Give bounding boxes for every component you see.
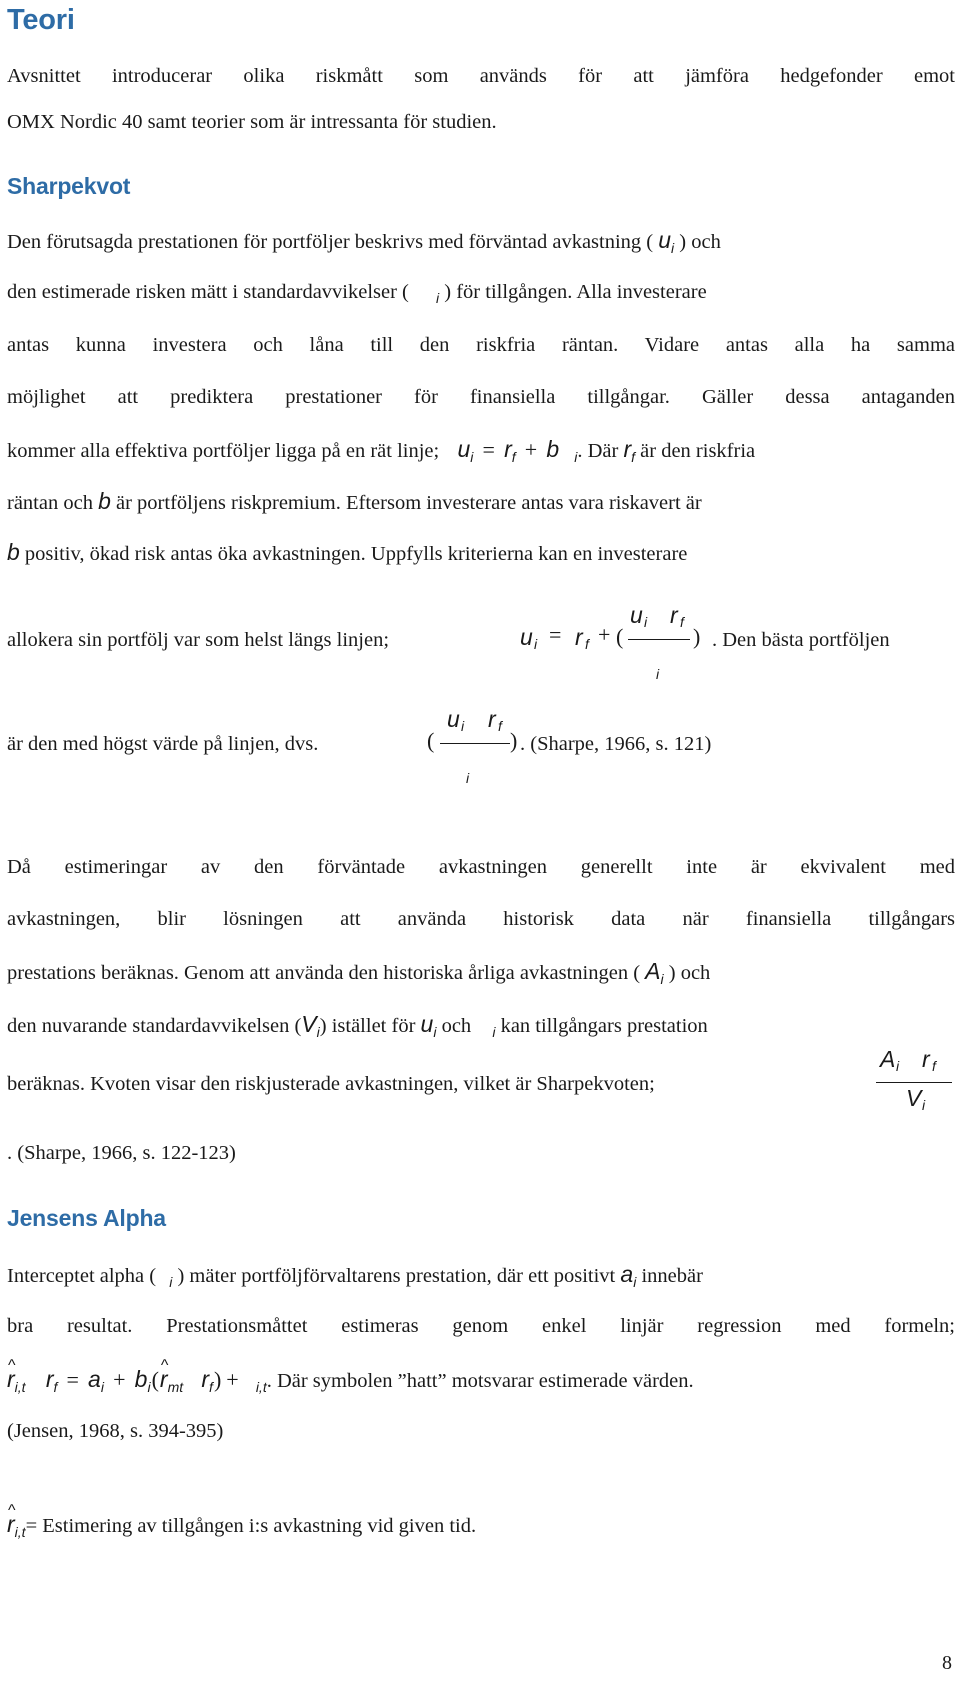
subscript-f: f xyxy=(932,1058,936,1074)
paren-open: ( xyxy=(427,728,435,753)
subscript-it: i,t xyxy=(14,1379,26,1395)
subscript-i: i xyxy=(574,449,578,465)
paren-open: ( xyxy=(151,1367,159,1392)
text: allokera sin portfölj var som helst längs linjen; xyxy=(7,629,390,651)
page-number: 8 xyxy=(942,1652,952,1674)
numerator-r: r xyxy=(922,1046,930,1072)
fraction-bar xyxy=(876,1082,952,1083)
text: Den förutsagda prestationen för portföljer beskrivs med förväntad avkastning ( xyxy=(7,231,654,253)
symbol-r: r xyxy=(201,1366,210,1392)
text: Interceptet alpha ( xyxy=(7,1265,157,1287)
sharpe-p2-line-3 xyxy=(7,957,955,988)
intro-line-2: OMX Nordic 40 samt teorier som är intressanta för studien. xyxy=(7,111,497,133)
subscript-i: i xyxy=(671,240,675,256)
sharpe-p2-line-1: Då estimeringar av den förväntade avkastningen generellt inte är ekvivalent med xyxy=(7,856,955,878)
symbol-r: r xyxy=(623,436,632,462)
numerator-A: A xyxy=(880,1046,896,1072)
denominator-V: V xyxy=(906,1085,922,1111)
symbol-b: b xyxy=(7,539,20,565)
fraction-bar xyxy=(440,743,510,744)
subscript-i: i xyxy=(492,1024,496,1040)
subscript-i: i xyxy=(433,1024,437,1040)
text: . Den bästa portföljen xyxy=(712,629,890,651)
subscript-f: f xyxy=(53,1379,58,1395)
text: prestations beräknas. Genom att använda den historiska årliga avkastningen ( xyxy=(7,962,641,984)
sharpe-line-5 xyxy=(7,435,955,466)
jensen-line-1 xyxy=(7,1260,955,1291)
subscript-f: f xyxy=(498,718,502,734)
text: räntan och xyxy=(7,492,93,514)
subscript-f: f xyxy=(585,636,589,652)
text: den nuvarande standardavvikelsen ( xyxy=(7,1015,302,1037)
text: ) mäter portföljförvaltarens prestation, där ett positivt xyxy=(177,1265,616,1287)
text: är den med högst värde på linjen, dvs. xyxy=(7,733,319,755)
subscript-i: i xyxy=(922,1097,926,1113)
jensen-line-2: bra resultat. Prestationsmåttet estimeras genom enkel linjär regression med formeln; xyxy=(7,1315,955,1337)
subscript-mt: mt xyxy=(167,1379,184,1395)
jensen-line-4: (Jensen, 1968, s. 394-395) xyxy=(7,1420,224,1442)
plus-sign: + xyxy=(598,622,611,647)
symbol-A: A xyxy=(645,958,661,984)
section-heading-jensen: Jensens Alpha xyxy=(7,1205,166,1231)
text: och xyxy=(441,1015,472,1037)
text: kommer alla effektiva portföljer ligga på en rät linje; xyxy=(7,440,440,462)
plus-sign: + xyxy=(113,1367,126,1392)
plus-sign: + xyxy=(524,437,538,462)
denominator-i: i xyxy=(466,770,470,786)
subscript-i: i xyxy=(100,1379,104,1395)
jensen-line-5 xyxy=(7,1510,955,1541)
subscript-i: i xyxy=(147,1379,151,1395)
subscript-i: i xyxy=(644,614,648,630)
subscript-f: f xyxy=(680,614,684,630)
text: innebär xyxy=(641,1265,703,1287)
numerator-r: r xyxy=(670,602,678,628)
symbol-r: r xyxy=(575,624,583,650)
text: ) och xyxy=(668,962,711,984)
jensen-line-3 xyxy=(7,1365,955,1396)
subscript-i: i xyxy=(534,636,538,652)
symbol-r-hat: ^ r xyxy=(7,1365,15,1393)
sharpe-line-1 xyxy=(7,226,955,257)
text: positiv, ökad risk antas öka avkastningen. Uppfylls kriterierna kan en investerare xyxy=(24,543,688,565)
subscript-i: i xyxy=(436,290,440,306)
subscript-i: i xyxy=(660,971,664,987)
symbol-r-hat: ^ r xyxy=(160,1365,168,1393)
equals-sign: = xyxy=(66,1367,79,1392)
symbol-a: a xyxy=(620,1261,634,1287)
subscript-f: f xyxy=(209,1379,213,1395)
symbol-b: b xyxy=(98,488,111,514)
paren-close: ) xyxy=(213,1367,222,1392)
paren-close: ) xyxy=(693,624,701,649)
sharpe-line-2 xyxy=(7,278,955,307)
text: ) för tillgången. Alla investerare xyxy=(444,281,707,303)
intro-line-1: Avsnittet introducerar olika riskmått som används för att jämföra hedgefonder emot xyxy=(7,65,955,87)
symbol-r-hat: ^ r xyxy=(7,1510,15,1538)
sharpe-line-6 xyxy=(7,487,955,517)
symbol-V: V xyxy=(301,1011,317,1037)
subscript-i: i xyxy=(169,1274,173,1290)
subscript-f: f xyxy=(511,449,516,465)
text: kan tillgångars prestation xyxy=(500,1015,708,1037)
text: ) och xyxy=(679,231,721,253)
equals-sign: = xyxy=(482,437,495,462)
subscript-i: i xyxy=(461,718,465,734)
subscript-i: i xyxy=(633,1274,637,1290)
symbol-r: r xyxy=(45,1366,54,1392)
text: = Estimering av tillgången i:s avkastning vid given tid. xyxy=(25,1515,477,1537)
text: . (Sharpe, 1966, s. 121) xyxy=(520,733,712,755)
plus-sign: + xyxy=(226,1367,239,1392)
subscript-it: i,t xyxy=(14,1524,26,1540)
fraction-bar xyxy=(628,639,690,640)
subscript-i: i xyxy=(470,449,474,465)
text: den estimerade risken mätt i standardavvikelser ( xyxy=(7,281,409,303)
subscript-i: i xyxy=(316,1024,320,1040)
symbol-u: u xyxy=(658,227,672,253)
sharpe-p2-line-4 xyxy=(7,1010,955,1041)
subscript-it: i,t xyxy=(255,1379,267,1395)
sharpe-p2-line-6: . (Sharpe, 1966, s. 122-123) xyxy=(7,1142,236,1164)
subscript-i: i xyxy=(896,1058,900,1074)
symbol-a: a xyxy=(88,1366,101,1392)
symbol-u: u xyxy=(457,436,471,462)
text: är den riskfria xyxy=(640,440,756,462)
text: är portföljens riskpremium. Eftersom investerare antas vara riskavert är xyxy=(116,492,702,514)
subscript-f: f xyxy=(631,449,636,465)
numerator-u: u xyxy=(630,602,643,628)
text: . Där symbolen ”hatt” motsvarar estimerade värden. xyxy=(266,1370,694,1392)
text: ) istället för xyxy=(319,1015,416,1037)
sharpe-line-4: möjlighet att prediktera prestationer för finansiella tillgångar. Gäller dessa antaganden xyxy=(7,386,955,408)
sharpe-p2-line-5: beräknas. Kvoten visar den riskjusterade avkastningen, vilket är Sharpekvoten; xyxy=(7,1073,655,1095)
symbol-b: b xyxy=(546,436,560,462)
equals-sign: = xyxy=(549,622,562,647)
sharpe-line-3: antas kunna investera och låna till den riskfria räntan. Vidare antas alla ha samma xyxy=(7,334,955,356)
paren-close: ) xyxy=(510,728,518,753)
sharpe-line-7 xyxy=(7,538,955,568)
symbol-u: u xyxy=(520,624,533,650)
section-heading-sharpe: Sharpekvot xyxy=(7,173,131,199)
denominator-i: i xyxy=(656,666,660,682)
symbol-r: r xyxy=(504,436,512,462)
symbol-u: u xyxy=(420,1011,434,1037)
page-title: Teori xyxy=(7,4,75,36)
symbol-b: b xyxy=(134,1366,148,1392)
numerator-u: u xyxy=(447,706,460,732)
text: . Där xyxy=(577,440,619,462)
sharpe-p2-line-2: avkastningen, blir lösningen att använda historisk data när finansiella tillgångars xyxy=(7,908,955,930)
numerator-r: r xyxy=(488,706,496,732)
paren-open: ( xyxy=(616,624,624,649)
